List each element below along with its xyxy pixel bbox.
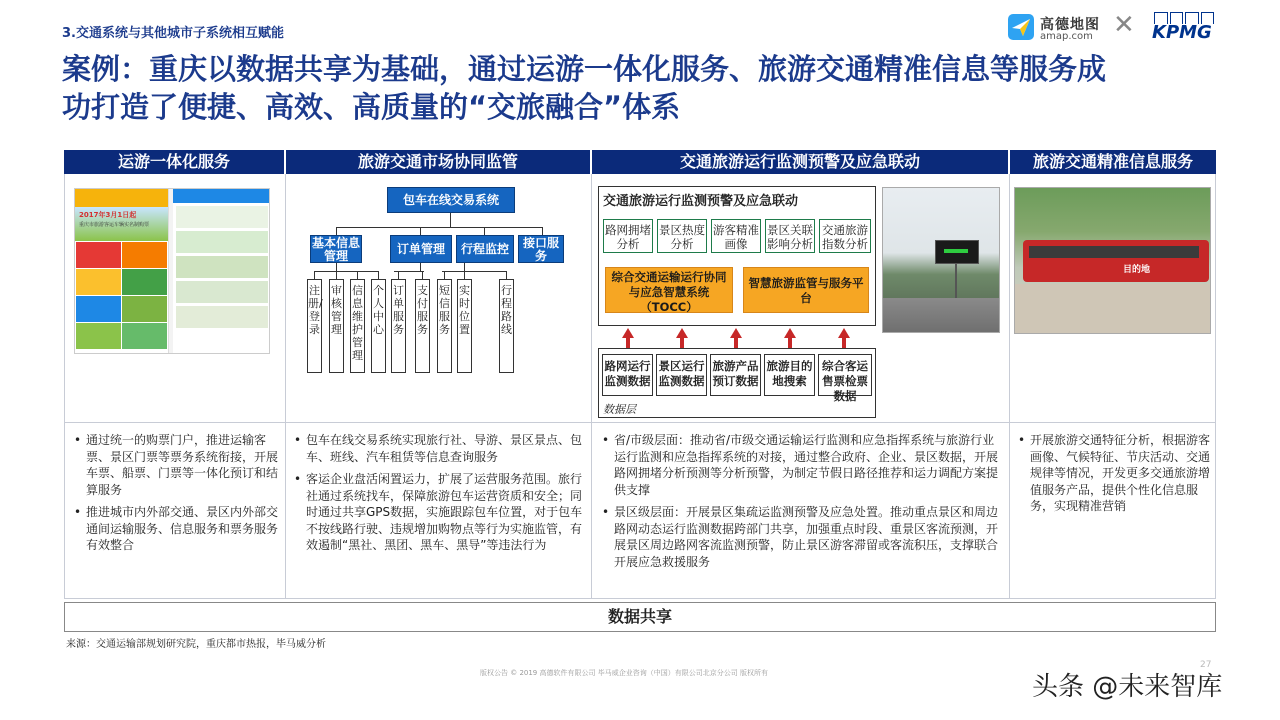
org-root: 包车在线交易系统 <box>387 187 515 213</box>
data-layer-item: 景区运行监测数据 <box>656 354 707 396</box>
org-connector <box>398 271 399 279</box>
page-title-line-2: 功打造了便捷、高效、高质量的“交旅融合”体系 <box>62 90 681 124</box>
app-right-header <box>173 189 270 203</box>
org-connector <box>484 227 485 235</box>
app-tile[interactable] <box>122 323 167 349</box>
data-layer-item: 综合客运售票检票数据 <box>818 354 872 396</box>
org-connector <box>542 227 543 235</box>
org-node-order: 订单管理 <box>390 235 452 263</box>
data-layer-item: 旅游产品预订数据 <box>710 354 761 396</box>
data-layer-item: 旅游目的地搜索 <box>764 354 815 396</box>
org-connector <box>420 263 421 271</box>
app-screenshot <box>74 188 270 354</box>
org-node-basic-info: 基本信息管理 <box>311 236 360 263</box>
org-connector <box>336 227 337 235</box>
frame-left <box>64 174 65 599</box>
bus-photo <box>1014 187 1211 334</box>
column-divider-2 <box>591 174 592 599</box>
data-share-bar: 数据共享 <box>64 602 1216 632</box>
org-connector <box>420 227 421 235</box>
org-connector <box>464 271 465 279</box>
bullet-item: • 省/市级层面：推动省/市级交通运输运行监测和应急指挥系统与旅游行业运行监测和应急指挥系统的对接，通过整合政府、企业、景区数据，开展路网拥堵分析预测等分析预警，为制定节假日路径推荐和运力调配方案提供支撑 <box>602 432 1000 498</box>
app-left-banner <box>75 189 168 207</box>
column-divider-1 <box>285 174 286 599</box>
org-connector <box>422 271 423 279</box>
org-connector <box>450 213 451 227</box>
section-label: 3.交通系统与其他城市子系统相互赋能 <box>62 26 284 41</box>
monitor-analysis: 游客精准画像 <box>711 219 761 253</box>
org-node-monitor: 行程监控 <box>456 235 514 263</box>
org-connector <box>357 271 358 279</box>
logo-separator: ✕ <box>1113 10 1135 40</box>
vms-sign <box>935 240 979 264</box>
amap-logo-en: amap.com <box>1040 31 1093 42</box>
column-header-monitoring: 交通旅游运行监测预警及应急联动 <box>592 150 1008 174</box>
bullet-item: • 包车在线交易系统实现旅行社、导游、景区景点、包车、班线、汽车租赁等信息查询服务 <box>294 432 584 465</box>
amap-logo-cn: 高德地图 <box>1040 17 1100 33</box>
arrow-stem <box>680 338 684 348</box>
app-tile[interactable] <box>122 242 167 268</box>
bullets-col-4 <box>1018 432 1210 521</box>
monitor-panel <box>598 186 876 326</box>
watermark: 头条 @未来智库 <box>1032 672 1223 702</box>
data-layer-label: 数据层 <box>603 403 636 416</box>
bullets-col-1 <box>74 432 278 560</box>
bullet-item: • 开展旅游交通特征分析，根据游客画像、气候特征、节庆活动、交通规律等情况，开发更多交通旅游增值服务产品，提供个性化信息服务，实现精准营销 <box>1018 432 1210 515</box>
monitor-analysis: 路网拥堵分析 <box>603 219 653 253</box>
org-leaf: 短信服务 <box>437 279 452 373</box>
amap-logo <box>1008 12 1108 46</box>
column-header-info-service: 旅游交通精准信息服务 <box>1010 150 1216 174</box>
monitor-analysis: 交通旅游指数分析 <box>819 219 871 253</box>
kpmg-logo-text: KPMG <box>1152 22 1212 43</box>
kpmg-logo <box>1150 12 1216 44</box>
row-divider <box>64 422 1216 423</box>
app-left-tiles <box>75 241 168 350</box>
app-screen-right <box>173 189 270 354</box>
app-tile[interactable] <box>76 323 121 349</box>
arrow-up-icon <box>622 328 634 338</box>
column-divider-3 <box>1009 174 1010 599</box>
bullets-col-2 <box>294 432 584 560</box>
app-tile[interactable] <box>76 242 121 268</box>
org-connector <box>336 263 337 271</box>
app-right-row <box>176 281 268 303</box>
column-header-transport-tourism: 运游一体化服务 <box>64 150 284 174</box>
arrow-up-icon <box>676 328 688 338</box>
arrow-up-icon <box>730 328 742 338</box>
org-leaf: 注册/登录 <box>307 279 322 373</box>
app-right-row <box>176 306 268 328</box>
org-connector <box>506 271 507 279</box>
highway-photo <box>882 187 1000 333</box>
bus-banner: 目的地 <box>1123 265 1151 275</box>
data-layer-item: 路网运行监测数据 <box>602 354 653 396</box>
ground <box>1015 284 1211 334</box>
platform-smart-tourism: 智慧旅游监管与服务平台 <box>743 267 869 313</box>
bullets-col-3 <box>602 432 1000 576</box>
org-connector <box>336 271 337 279</box>
app-tile[interactable] <box>122 269 167 295</box>
app-right-row <box>176 231 268 253</box>
bus-windows <box>1029 246 1199 258</box>
monitor-title: 交通旅游运行监测预警及应急联动 <box>603 194 799 209</box>
amap-paper-plane-icon <box>1008 14 1034 40</box>
app-tile[interactable] <box>76 296 121 322</box>
org-connector <box>378 271 379 279</box>
arrow-stem <box>626 338 630 348</box>
org-node-interface: 接口服务 <box>518 235 564 263</box>
org-leaf: 订单服务 <box>391 279 406 373</box>
org-connector <box>314 271 315 279</box>
copyright: 版权公告 © 2019 高德软件有限公司 毕马威企业咨询（中国）有限公司北京分公司 版权所有 <box>480 669 768 677</box>
arrow-stem <box>842 338 846 348</box>
vms-pole <box>955 264 957 300</box>
app-screen-left <box>75 189 169 354</box>
monitor-analysis: 景区热度分析 <box>657 219 707 253</box>
bullet-item: • 推进城市内外部交通、景区内外部交通间运输服务、信息服务和票务服务有效整合 <box>74 504 278 554</box>
org-leaf: 支付服务 <box>415 279 430 373</box>
app-tile[interactable] <box>76 269 121 295</box>
frame-right <box>1215 174 1216 599</box>
bullet-item: • 客运企业盘活闲置运力，扩展了运营服务范围。旅行社通过系统找车，保障旅游包车运营资质和安全；同时通过共享GPS数据，实施跟踪包车位置，对于包车不按线路行驶、违规增加购物点等行为实施监管，有效遏制“黑社、黑团、黑车、黑导”等违法行为 <box>294 471 584 554</box>
org-connector <box>464 263 465 271</box>
org-leaf: 审核管理 <box>329 279 344 373</box>
org-connector <box>336 227 542 228</box>
platform-tocc: 综合交通运输运行协同与应急智慧系统（TOCC） <box>605 267 733 313</box>
arrow-stem <box>788 338 792 348</box>
org-connector <box>444 271 445 279</box>
org-leaf: 行程路线 <box>499 279 514 373</box>
data-layer-panel <box>598 348 876 418</box>
vms-sign-light <box>944 249 968 253</box>
bullet-item: • 景区级层面：开展景区集疏运监测预警及应急处置。推动重点景区和周边路网动态运行监测数据跨部门共享，加强重点时段、重景区客流预测，开展景区周边路网客流监测预警，防止景区游客滞留或客流积压，支撑联合开展应急救援服务 <box>602 504 1000 570</box>
app-left-sub: 重庆市旅游客运车辆实名制购票 <box>79 222 150 228</box>
column-header-market-supervision: 旅游交通市场协同监管 <box>286 150 590 174</box>
app-right-row <box>176 206 268 228</box>
app-left-hero <box>75 207 168 241</box>
page-title-line-1: 案例：重庆以数据共享为基础，通过运游一体化服务、旅游交通精准信息等服务成 <box>62 52 1107 86</box>
app-tile[interactable] <box>122 296 167 322</box>
org-leaf: 个人中心 <box>371 279 386 373</box>
org-leaf: 实时位置 <box>457 279 472 373</box>
app-left-title: 2017年3月1日起 <box>79 211 137 219</box>
app-right-row <box>176 256 268 278</box>
arrow-up-icon <box>784 328 796 338</box>
org-connector <box>464 271 506 272</box>
org-connector <box>314 271 378 272</box>
tour-bus <box>1023 240 1209 282</box>
frame-bottom <box>64 598 1216 599</box>
arrow-stem <box>734 338 738 348</box>
monitor-analysis: 景区关联影响分析 <box>765 219 815 253</box>
bullet-item: • 通过统一的购票门户，推进运输客票、景区门票等票务系统衔接，开展车票、船票、门票等一体化预订和结算服务 <box>74 432 278 498</box>
org-leaf: 信息维护管理 <box>350 279 365 373</box>
source-note: 来源：交通运输部规划研究院，重庆都市热报，毕马威分析 <box>66 639 326 650</box>
page-title <box>62 50 1232 126</box>
page-number: 27 <box>1200 660 1212 670</box>
arrow-up-icon <box>838 328 850 338</box>
road-surface <box>883 298 1000 333</box>
